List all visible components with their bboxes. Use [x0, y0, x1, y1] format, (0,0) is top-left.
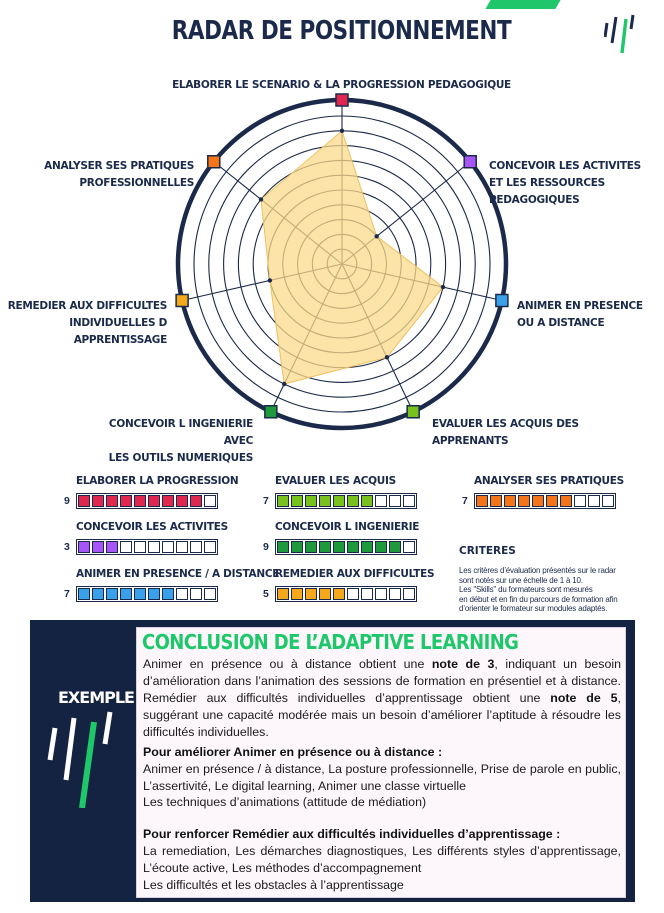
skill-cell-filled	[134, 495, 146, 507]
skill-item	[263, 568, 438, 602]
skill-item	[64, 521, 239, 555]
skill-cell-filled	[305, 588, 317, 600]
skill-cell-filled	[92, 495, 104, 507]
skill-cell-filled	[277, 541, 289, 553]
skill-name: ANIMER EN PRESENCE / A DISTANCE	[76, 568, 280, 580]
skill-cell-filled	[333, 541, 345, 553]
skill-row	[64, 539, 239, 555]
skill-cell-filled	[518, 495, 530, 507]
skill-cell-filled	[106, 588, 118, 600]
skill-cell-filled	[92, 588, 104, 600]
skill-cell-empty	[403, 588, 415, 600]
skill-bar	[76, 493, 218, 509]
page-title: RADAR DE POSITIONNEMENT	[171, 16, 512, 46]
radar-data-point	[259, 197, 263, 201]
skill-cell-empty	[162, 541, 174, 553]
brand-logo-icon	[604, 13, 636, 53]
skill-score: 9	[263, 541, 269, 553]
skill-cell-filled	[134, 588, 146, 600]
skill-item	[263, 521, 438, 555]
radar-data-point	[268, 278, 272, 282]
skill-cell-empty	[176, 588, 188, 600]
skill-cell-filled	[291, 495, 303, 507]
skill-cell-empty	[204, 541, 216, 553]
skill-cell-empty	[190, 541, 202, 553]
skill-score: 5	[263, 588, 269, 600]
skill-cell-empty	[190, 588, 202, 600]
radar-data-point	[441, 285, 445, 289]
skill-item	[462, 475, 637, 509]
skill-score: 7	[64, 588, 70, 600]
skill-cell-filled	[120, 495, 132, 507]
improve-list-extra: Les techniques d’animations (attitude de médiation)	[143, 795, 427, 809]
radar-axis-marker	[265, 406, 277, 418]
brand-logo-white-icon	[46, 708, 118, 808]
conclusion-title: CONCLUSION DE L’ADAPTIVE LEARNING	[142, 630, 519, 654]
radar-axis-marker	[407, 406, 419, 418]
radar-axis-label-line: ANIMER EN PRESENCE	[517, 300, 643, 312]
skill-cell-empty	[389, 495, 401, 507]
skill-cell-empty	[375, 495, 387, 507]
skill-bar	[275, 539, 417, 555]
radar-axis-marker	[208, 156, 220, 168]
skill-cell-empty	[574, 495, 586, 507]
radar-axis-label-line: CONCEVOIR L INGENIERIE AVEC	[108, 418, 253, 447]
radar-axis-label	[0, 77, 664, 94]
reinforce-heading: Pour renforcer Remédier aux difficultés individuelles d’apprentissage :	[143, 827, 561, 841]
skill-cell-filled	[504, 495, 516, 507]
skill-cell-filled	[162, 495, 174, 507]
skill-score: 7	[462, 495, 468, 507]
criteres-title: CRITERES	[459, 545, 516, 557]
skill-cell-filled	[389, 541, 401, 553]
skill-cell-empty	[204, 588, 216, 600]
skill-cell-filled	[291, 588, 303, 600]
radar-axis-marker	[336, 94, 348, 106]
skill-row	[263, 586, 438, 602]
skill-cell-filled	[476, 495, 488, 507]
radar-axis-label	[90, 416, 253, 467]
radar-axis-label-line: CONCEVOIR LES ACTIVITES	[489, 160, 641, 172]
skill-cell-empty	[403, 495, 415, 507]
radar-axis-label-line: ET LES RESSOURCES PEDAGOGIQUES	[489, 177, 605, 206]
radar-axis-label	[517, 298, 657, 332]
skill-cell-filled	[190, 495, 202, 507]
improve-list: Animer en présence / à distance, La posture professionnelle, Prise de parole en public, L’assertivité, Le digital learning, Animer une classe virtuelle	[143, 762, 621, 793]
skill-bar	[76, 539, 218, 555]
skill-item	[64, 568, 280, 602]
skill-name: ANALYSER SES PRATIQUES	[474, 475, 624, 487]
skill-cell-filled	[305, 541, 317, 553]
skill-cell-filled	[361, 495, 373, 507]
radar-data-point	[282, 382, 286, 386]
skill-name: REMEDIER AUX DIFFICULTES	[275, 568, 435, 580]
skill-name: CONCEVOIR L INGENIERIE	[275, 521, 420, 533]
radar-axis-marker	[496, 294, 508, 306]
skill-cell-empty	[361, 588, 373, 600]
skill-score: 7	[263, 495, 269, 507]
skill-cell-filled	[375, 541, 387, 553]
radar-axis-marker	[464, 156, 476, 168]
skill-cell-filled	[546, 495, 558, 507]
reinforce-list-extra: Les difficultés et les obstacles à l’apprentissage	[143, 878, 404, 892]
skill-cell-filled	[277, 495, 289, 507]
radar-axis-label-line: LES OUTILS NUMERIQUES	[108, 452, 253, 464]
radar-data-point	[375, 234, 379, 238]
skill-name: ELABORER LA PROGRESSION	[76, 475, 239, 487]
radar-axis-label-line: ELABORER LE SCENARIO & LA PROGRESSION PEDAGOGIQUE	[172, 79, 511, 91]
skill-cell-filled	[532, 495, 544, 507]
skill-cell-filled	[78, 495, 90, 507]
radar-data-point	[340, 129, 344, 133]
skill-cell-empty	[403, 541, 415, 553]
skill-cell-filled	[291, 541, 303, 553]
conclusion-box	[136, 627, 626, 898]
skill-cell-filled	[319, 495, 331, 507]
skill-cell-filled	[162, 588, 174, 600]
skill-cell-empty	[176, 541, 188, 553]
radar-axis-label-line: INDIVIDUELLES D APPRENTISSAGE	[69, 317, 167, 346]
skill-cell-filled	[148, 588, 160, 600]
skill-cell-empty	[375, 588, 387, 600]
radar-data-point	[385, 355, 389, 359]
skill-cell-filled	[305, 495, 317, 507]
skill-cell-filled	[319, 541, 331, 553]
reinforce-list: La remediation, Les démarches diagnostiques, Les différents styles d’apprentissage, L’écoute active, Les méthodes d’accompagnement	[143, 844, 621, 875]
skill-cell-filled	[92, 541, 104, 553]
skill-cell-filled	[277, 588, 289, 600]
skill-score: 9	[64, 495, 70, 507]
skill-cell-empty	[120, 541, 132, 553]
radar-axis-label	[30, 158, 194, 192]
conclusion-paragraph: Animer en présence ou à distance obtient une note de 3, indiquant un besoin d’amélioration dans l’animation des sessions de formation en présentiel et à distance. Remédier aux difficultés individuelles d’apprentissage obtient une note de 5, suggérant une capacité modérée mais un besoin d’améliorer l’aptitude à résoudre les difficultés individuelles.	[143, 657, 621, 739]
skill-row	[462, 493, 637, 509]
skill-cell-filled	[490, 495, 502, 507]
skill-cell-filled	[361, 541, 373, 553]
skill-cell-filled	[120, 588, 132, 600]
criteres-block	[459, 545, 639, 614]
skill-cell-empty	[134, 541, 146, 553]
radar-chart	[0, 60, 664, 460]
skill-cell-filled	[347, 495, 359, 507]
skill-cell-empty	[148, 541, 160, 553]
skill-cell-empty	[602, 495, 614, 507]
radar-axis-label-line: REMEDIER AUX DIFFICULTES	[7, 300, 167, 312]
skill-cell-filled	[78, 588, 90, 600]
skill-cell-filled	[333, 588, 345, 600]
radar-axis-label-line: OU A DISTANCE	[517, 317, 605, 329]
skill-cell-filled	[106, 541, 118, 553]
skill-row	[263, 539, 438, 555]
skill-cell-filled	[106, 495, 118, 507]
improve-heading: Pour améliorer Animer en présence ou à distance :	[143, 745, 443, 759]
example-label: EXEMPLE	[58, 688, 134, 707]
skill-cell-filled	[148, 495, 160, 507]
skill-cell-filled	[347, 541, 359, 553]
accent-bar	[485, 0, 560, 9]
skill-bar	[275, 493, 417, 509]
skill-cell-filled	[319, 588, 331, 600]
radar-axis-label-line: EVALUER LES ACQUIS DES APPRENANTS	[432, 418, 579, 447]
skill-cell-empty	[204, 495, 216, 507]
radar-axis-label-line: ANALYSER SES PRATIQUES	[44, 160, 194, 172]
skill-bar	[474, 493, 616, 509]
skill-name: EVALUER LES ACQUIS	[275, 475, 396, 487]
radar-axis-marker	[176, 294, 188, 306]
skill-bar	[76, 586, 218, 602]
skill-row	[64, 586, 239, 602]
radar-axis-label-line: PROFESSIONNELLES	[79, 177, 194, 189]
skill-row	[263, 493, 438, 509]
skill-cell-empty	[588, 495, 600, 507]
radar-axis-label	[432, 416, 632, 450]
skill-cell-empty	[389, 588, 401, 600]
skill-item	[64, 475, 239, 509]
skill-row	[64, 493, 239, 509]
criteres-text: Les critères d’évaluation présentés sur le radar sont notés sur une échelle de 1 à 10. Les "Skills" du formateurs sont mesurés en début et en fin du parcours de formation afin d’orienter le formateur sur modules adaptés.	[459, 566, 618, 613]
skill-cell-filled	[333, 495, 345, 507]
skill-item	[263, 475, 438, 509]
skill-cell-filled	[78, 541, 90, 553]
radar-axis-label	[489, 158, 659, 209]
skill-name: CONCEVOIR LES ACTIVITES	[76, 521, 228, 533]
skill-bar	[275, 586, 417, 602]
radar-axis-label	[0, 298, 167, 349]
skill-score: 3	[64, 541, 70, 553]
skill-cell-filled	[176, 495, 188, 507]
skill-cell-empty	[347, 588, 359, 600]
skill-cell-filled	[560, 495, 572, 507]
